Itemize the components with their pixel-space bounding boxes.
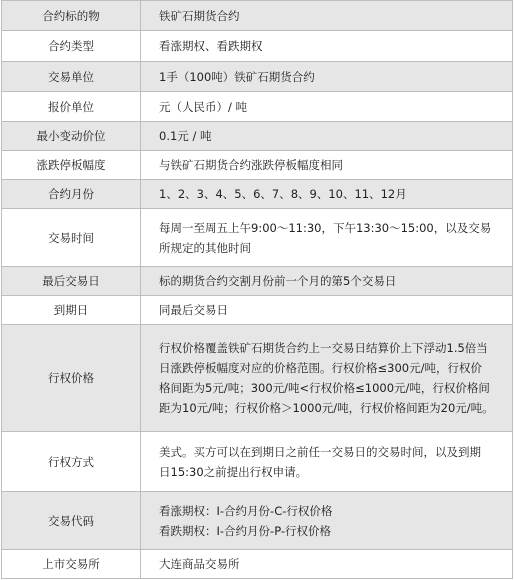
table-row — [2, 209, 513, 267]
row-label: 合约月份 — [2, 180, 141, 209]
table-row — [2, 492, 513, 550]
row-label: 涨跌停板幅度 — [2, 151, 141, 180]
row-label: 合约类型 — [2, 31, 141, 62]
row-label: 交易代码 — [2, 492, 141, 550]
row-label: 最小变动价位 — [2, 122, 141, 151]
row-label: 行权价格 — [2, 325, 141, 432]
row-value: 标的期货合约交割月份前一个月的第5个交易日 — [141, 267, 513, 296]
row-value: 铁矿石期货合约 — [141, 1, 513, 31]
row-value: 美式。买方可以在到期日之前任一交易日的交易时间，以及到期 日15:30之前提出行权申请。 — [141, 432, 513, 492]
row-value: 同最后交易日 — [141, 296, 513, 325]
row-value: 行权价格覆盖铁矿石期货合约上一交易日结算价上下浮动1.5倍当 日涨跌停板幅度对应的价格范围。行权价格≤300元/吨，行权价 格间距为5元/吨；300元/吨<行权价格≤1000元/吨，行权价格间 距为10元/吨；行权价格＞1000元/吨，行权价格间距为20元/吨。 — [141, 325, 513, 432]
row-label: 到期日 — [2, 296, 141, 325]
table-row — [2, 267, 513, 296]
row-label: 上市交易所 — [2, 550, 141, 579]
table-row — [2, 122, 513, 151]
table-row — [2, 92, 513, 122]
table-row — [2, 432, 513, 492]
row-value: 与铁矿石期货合约涨跌停板幅度相同 — [141, 151, 513, 180]
contract-spec-table — [1, 0, 513, 579]
table-row — [2, 1, 513, 31]
row-label: 合约标的物 — [2, 1, 141, 31]
table-row — [2, 180, 513, 209]
row-value: 1、2、3、4、5、6、7、8、9、10、11、12月 — [141, 180, 513, 209]
table-row — [2, 325, 513, 432]
row-value: 元（人民币）/ 吨 — [141, 92, 513, 122]
row-value: 大连商品交易所 — [141, 550, 513, 579]
table-row — [2, 296, 513, 325]
row-label: 报价单位 — [2, 92, 141, 122]
row-value: 每周一至周五上午9:00～11:30，下午13:30～15:00，以及交易 所规定的其他时间 — [141, 209, 513, 267]
row-value: 0.1元 / 吨 — [141, 122, 513, 151]
row-value: 看涨期权、看跌期权 — [141, 31, 513, 62]
row-label: 最后交易日 — [2, 267, 141, 296]
table-row — [2, 62, 513, 92]
table-row — [2, 550, 513, 579]
row-value: 1手（100吨）铁矿石期货合约 — [141, 62, 513, 92]
row-label: 交易时间 — [2, 209, 141, 267]
table-row — [2, 151, 513, 180]
row-label: 行权方式 — [2, 432, 141, 492]
row-value: 看涨期权：I-合约月份-C-行权价格 看跌期权：I-合约月份-P-行权价格 — [141, 492, 513, 550]
table-row — [2, 31, 513, 62]
row-label: 交易单位 — [2, 62, 141, 92]
